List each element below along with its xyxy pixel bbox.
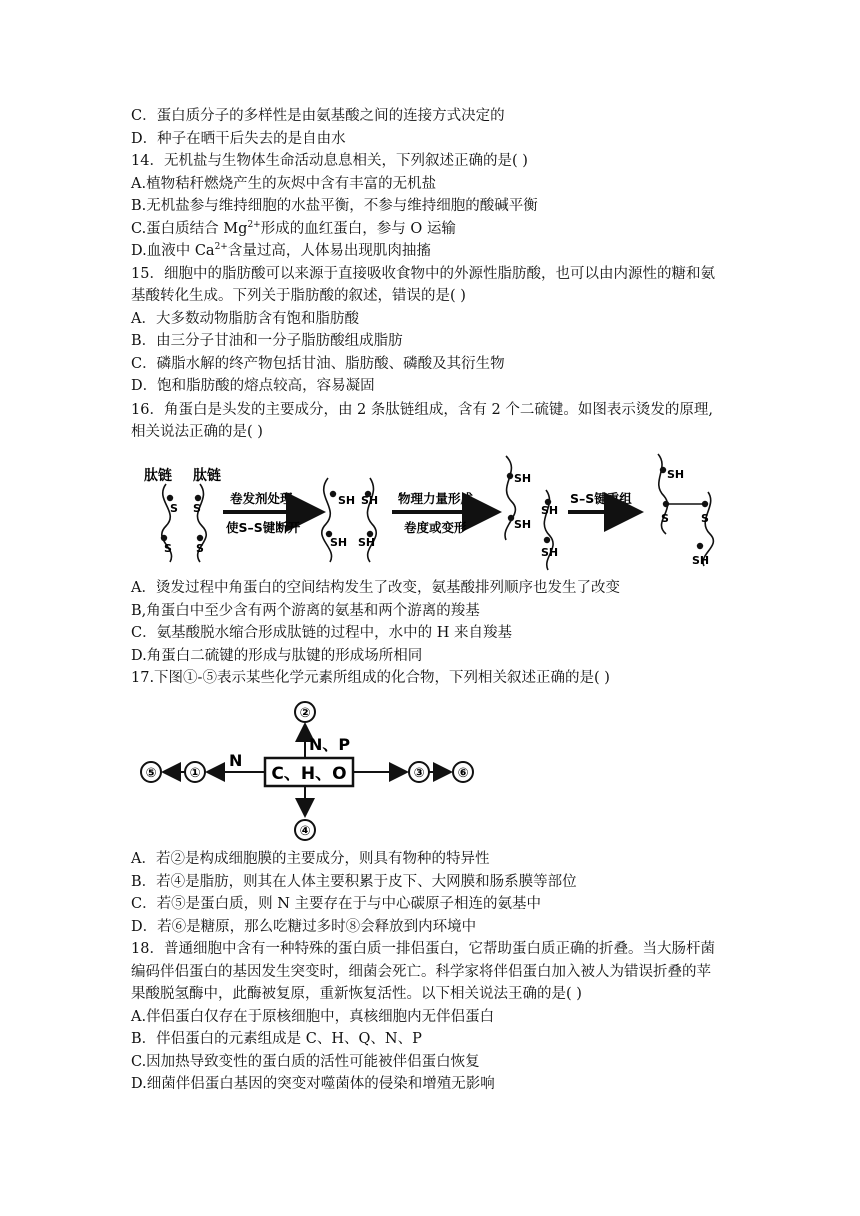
q17-option-c: C．若⑤是蛋白质，则 N 主要存在于与中心碳原子相连的氨基中 — [131, 896, 541, 912]
sh-label: SH — [338, 494, 356, 507]
q16-option-d: D.角蛋白二硫键的形成与肽键的形成场所相同 — [131, 648, 423, 664]
sh-label: SH — [541, 504, 559, 517]
s-dot — [197, 535, 203, 541]
q17-stem: 17.下图①-⑤表示某些化学元素所组成的化合物，下列相关叙述正确的是( ) — [131, 670, 610, 686]
step1-label-top: 卷发剂处理 — [230, 491, 293, 506]
s-label: S — [164, 542, 172, 555]
sh-dot — [330, 491, 336, 497]
q17-option-b: B．若④是脂肪，则其在人体主要积累于皮下、大网膜和肠系膜等部位 — [131, 874, 577, 890]
q18-stem-2: 编码伴侣蛋白的基因发生突变时，细菌会死亡。科学家将伴侣蛋白加入被人为错误折叠的苹 — [131, 964, 711, 980]
q16-option-c: C．氨基酸脱水缩合形成肽链的过程中，水中的 H 来自羧基 — [131, 625, 512, 641]
step2-label-top: 物理力量形成 — [398, 491, 474, 506]
label-5: ⑤ — [145, 766, 157, 781]
sh-label: SH — [330, 536, 348, 549]
step3-label-top: S–S键重组 — [570, 491, 632, 506]
s-label: S — [196, 542, 204, 555]
label-6: ⑥ — [457, 766, 469, 781]
q15-option-a: A．大多数动物脂肪含有饱和脂肪酸 — [131, 311, 359, 327]
q15-option-c: C．磷脂水解的终产物包括甘油、脂肪酸、磷酸及其衍生物 — [131, 356, 505, 372]
chain-label-2: 肽链 — [193, 468, 221, 484]
sh-dot — [544, 537, 550, 543]
perm-diagram — [130, 448, 730, 573]
sh-label: SH — [514, 518, 532, 531]
q18-option-a: A.伴侣蛋白仅存在于原核细胞中，真核细胞内无伴侣蛋白 — [131, 1009, 495, 1025]
label-3: ③ — [413, 766, 425, 781]
q16-option-b: B,角蛋白中至少含有两个游离的氨基和两个游离的羧基 — [131, 603, 480, 619]
step1-label-bottom: 使S–S键断开 — [226, 520, 301, 535]
s-dot — [167, 495, 173, 501]
label-4: ④ — [299, 824, 311, 839]
q13-option-c: C．蛋白质分子的多样性是由氨基酸之间的连接方式决定的 — [131, 108, 505, 124]
sh-dot — [507, 473, 513, 479]
top-element-label: N、P — [309, 735, 351, 754]
sh-label: SH — [514, 472, 532, 485]
chain-label-1: 肽链 — [144, 468, 172, 484]
sh-label: SH — [692, 554, 710, 567]
q15-stem-2: 基酸转化生成。下列关于脂肪酸的叙述，错误的是( ) — [131, 288, 466, 304]
q18-option-b: B．伴侣蛋白的元素组成是 C、H、Q、N、P — [131, 1031, 422, 1047]
q16-stem-2: 相关说法正确的是( ) — [131, 424, 263, 440]
left-element-label: N — [229, 751, 243, 770]
chain-left-2 — [322, 478, 332, 562]
q18-option-d: D.细菌伴侣蛋白基因的突变对噬菌体的侵染和增殖无影响 — [131, 1076, 495, 1092]
s-dot — [195, 495, 201, 501]
s-label: S — [661, 512, 669, 525]
q15-option-b: B．由三分子甘油和一分子脂肪酸组成脂肪 — [131, 333, 403, 349]
sh-dot — [660, 467, 666, 473]
q18-option-c: C.因加热导致变性的蛋白质的活性可能被伴侣蛋白恢复 — [131, 1054, 480, 1070]
q17-option-d: D．若⑥是糖原，那么吃糖过多时⑧会释放到内环境中 — [131, 919, 477, 935]
q15-option-d: D．饱和脂肪酸的熔点较高，容易凝固 — [131, 378, 375, 394]
sh-label: SH — [667, 468, 685, 481]
sh-label: SH — [541, 546, 559, 559]
s-dot — [161, 535, 167, 541]
q18-stem-1: 18．普通细胞中含有一种特殊的蛋白质一排侣蛋白，它帮助蛋白质正确的折叠。当大肠杆菌 — [131, 941, 715, 957]
sh-label: SH — [358, 536, 376, 549]
q15-stem-1: 15．细胞中的脂肪酸可以来源于直接吸收食物中的外源性脂肪酸，也可以由内源性的糖和氨 — [131, 266, 715, 282]
q18-stem-3: 果酸脱氢酶中，此酶被复原，重新恢复活性。以下相关说法王确的是( ) — [131, 986, 582, 1002]
s-label: S — [193, 502, 201, 515]
q13-option-d: D．种子在晒干后失去的是自由水 — [131, 131, 346, 147]
sh-dot — [697, 543, 703, 549]
center-label: C、H、O — [271, 764, 347, 784]
sh-label: SH — [361, 494, 379, 507]
s-label: S — [170, 502, 178, 515]
chain-right-2 — [367, 478, 376, 562]
label-2: ② — [299, 706, 311, 721]
s-label: S — [701, 512, 709, 525]
q14-option-a: A.植物秸秆燃烧产生的灰烬中含有丰富的无机盐 — [131, 176, 437, 192]
compound-diagram — [135, 698, 495, 850]
label-1: ① — [189, 766, 201, 781]
q14-stem: 14．无机盐与生物体生命活动息息相关，下列叙述正确的是( ) — [131, 153, 528, 169]
q16-option-a: A．烫发过程中角蛋白的空间结构发生了改变，氨基酸排列顺序也发生了改变 — [131, 580, 620, 596]
q14-option-d: D.血液中 $Ca^{2+}$含量过高，人体易出现肌肉抽搐 — [131, 242, 431, 259]
step2-label-bottom: 卷度或变形 — [404, 520, 467, 535]
q14-option-b: B.无机盐参与维持细胞的水盐平衡，不参与维持细胞的酸碱平衡 — [131, 198, 538, 214]
q17-option-a: A．若②是构成细胞膜的主要成分，则具有物种的特异性 — [131, 851, 490, 867]
q16-stem-1: 16．角蛋白是头发的主要成分，由 2 条肽链组成，含有 2 个二硫键。如图表示烫发的原理, — [131, 402, 713, 418]
q14-option-c: C.蛋白质结合 $Mg^{2+}$形成的血红蛋白，参与 O 运输 — [131, 220, 456, 237]
